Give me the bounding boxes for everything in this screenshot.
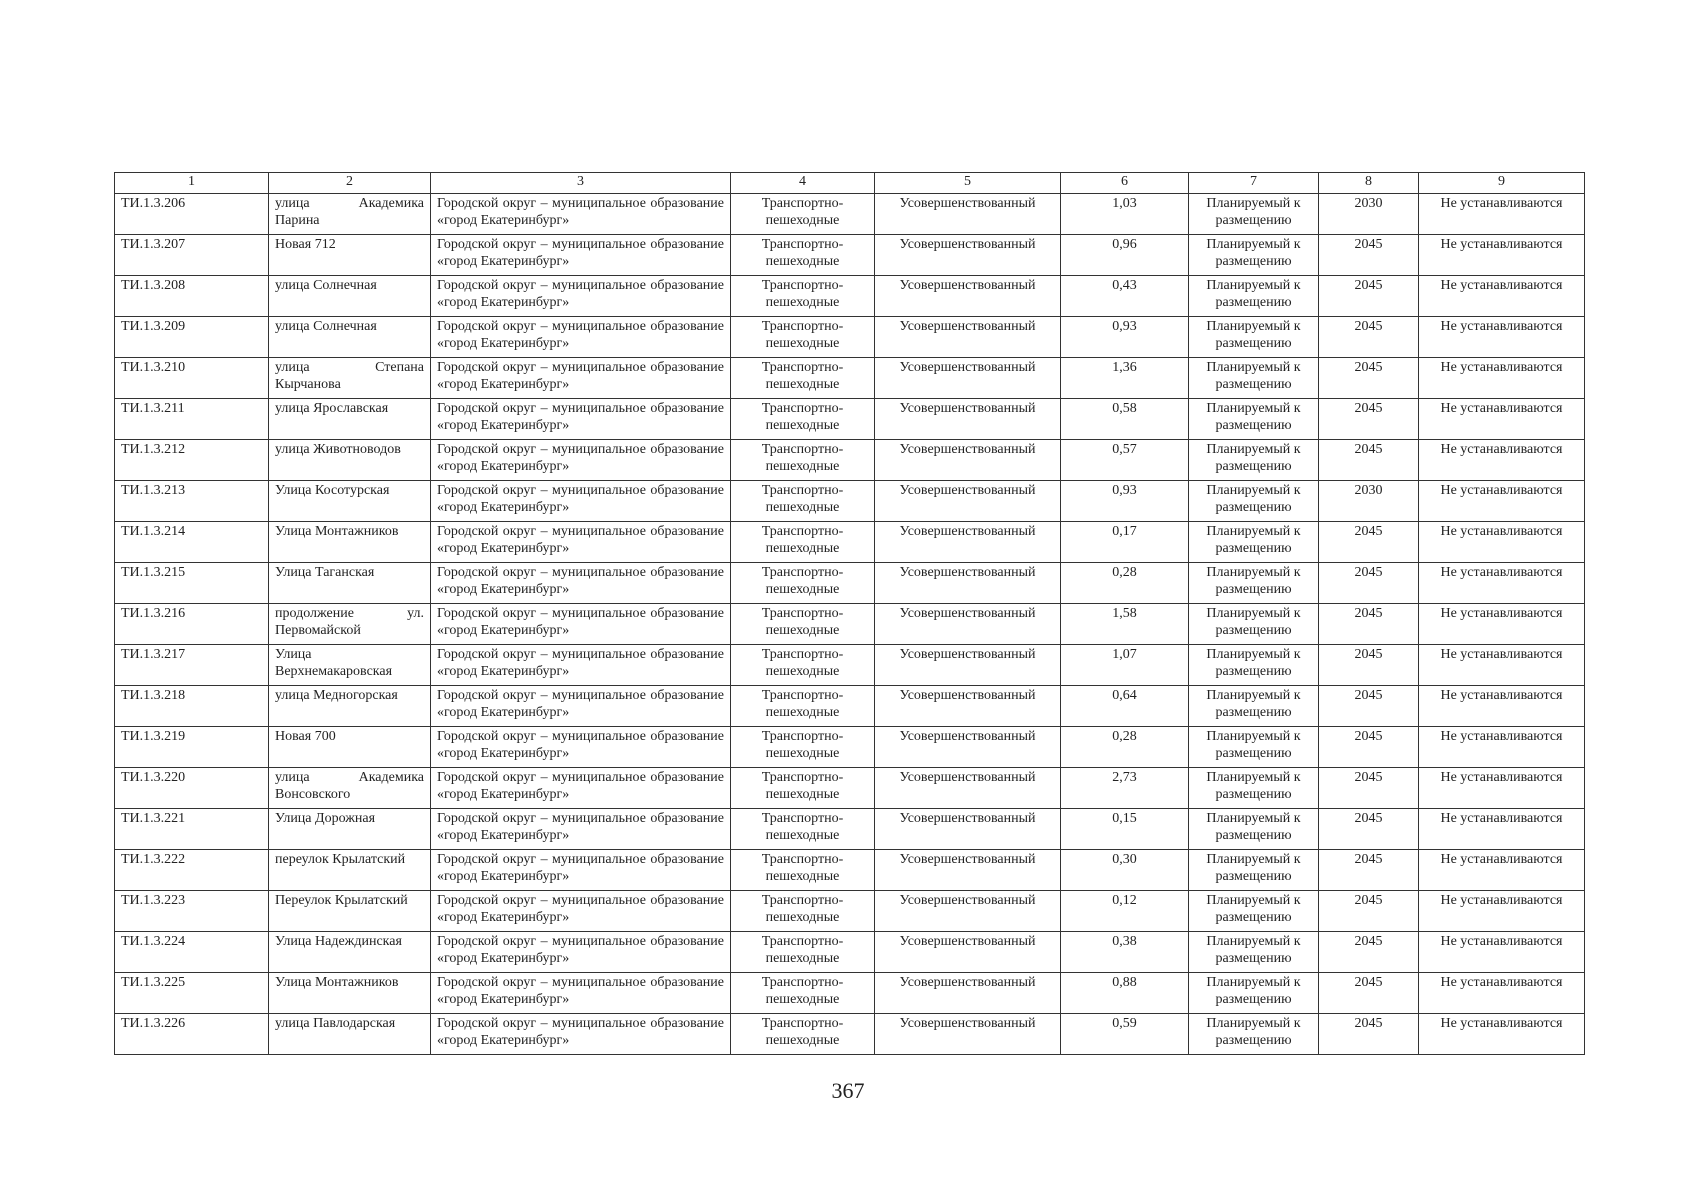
cell-zone: Не устанавливаются: [1419, 768, 1585, 809]
cell-status: Планируемый к размещению: [1189, 727, 1319, 768]
cell-surface-category: Усовершенствованный: [875, 686, 1061, 727]
table-row: [115, 891, 1585, 932]
cell-surface-category: Усовершенствованный: [875, 727, 1061, 768]
cell-street-name: Улица Верхнемакаровская: [269, 645, 431, 686]
cell-status: Планируемый к размещению: [1189, 481, 1319, 522]
table-row: [115, 932, 1585, 973]
cell-road-type: Транспортно-пешеходные: [731, 809, 875, 850]
cell-road-type: Транспортно-пешеходные: [731, 194, 875, 235]
cell-surface-category: Усовершенствованный: [875, 645, 1061, 686]
cell-length: 0,96: [1061, 235, 1189, 276]
cell-length: 1,03: [1061, 194, 1189, 235]
cell-street-name: переулок Крылатский: [269, 850, 431, 891]
table-row: [115, 522, 1585, 563]
cell-year: 2045: [1319, 522, 1419, 563]
cell-id: ТИ.1.3.206: [115, 194, 269, 235]
cell-id: ТИ.1.3.221: [115, 809, 269, 850]
transport-infrastructure-table: [114, 172, 1585, 1055]
cell-municipality: Городской округ – муниципальное образование «город Екатеринбург»: [431, 891, 731, 932]
cell-zone: Не устанавливаются: [1419, 1014, 1585, 1055]
cell-length: 0,59: [1061, 1014, 1189, 1055]
table-row: [115, 645, 1585, 686]
cell-surface-category: Усовершенствованный: [875, 358, 1061, 399]
cell-year: 2045: [1319, 563, 1419, 604]
cell-street-name: Улица Дорожная: [269, 809, 431, 850]
cell-zone: Не устанавливаются: [1419, 932, 1585, 973]
cell-road-type: Транспортно-пешеходные: [731, 276, 875, 317]
cell-road-type: Транспортно-пешеходные: [731, 440, 875, 481]
cell-municipality: Городской округ – муниципальное образование «город Екатеринбург»: [431, 194, 731, 235]
cell-street-name: Улица Монтажников: [269, 973, 431, 1014]
page-number: 367: [831, 1078, 865, 1103]
cell-street-name: улица Ярославская: [269, 399, 431, 440]
cell-id: ТИ.1.3.222: [115, 850, 269, 891]
cell-municipality: Городской округ – муниципальное образование «город Екатеринбург»: [431, 686, 731, 727]
cell-length: 1,58: [1061, 604, 1189, 645]
cell-surface-category: Усовершенствованный: [875, 850, 1061, 891]
cell-length: 0,64: [1061, 686, 1189, 727]
cell-year: 2045: [1319, 317, 1419, 358]
cell-id: ТИ.1.3.214: [115, 522, 269, 563]
cell-zone: Не устанавливаются: [1419, 399, 1585, 440]
cell-surface-category: Усовершенствованный: [875, 891, 1061, 932]
cell-status: Планируемый к размещению: [1189, 235, 1319, 276]
cell-id: ТИ.1.3.207: [115, 235, 269, 276]
cell-street-name: Новая 700: [269, 727, 431, 768]
column-header: 9: [1419, 173, 1585, 194]
cell-surface-category: Усовершенствованный: [875, 440, 1061, 481]
cell-municipality: Городской округ – муниципальное образование «город Екатеринбург»: [431, 563, 731, 604]
cell-road-type: Транспортно-пешеходные: [731, 768, 875, 809]
cell-status: Планируемый к размещению: [1189, 1014, 1319, 1055]
cell-street-name: улица Солнечная: [269, 317, 431, 358]
table-row: [115, 399, 1585, 440]
cell-municipality: Городской округ – муниципальное образование «город Екатеринбург»: [431, 235, 731, 276]
cell-status: Планируемый к размещению: [1189, 563, 1319, 604]
cell-status: Планируемый к размещению: [1189, 194, 1319, 235]
table-body: [115, 194, 1585, 1055]
cell-zone: Не устанавливаются: [1419, 358, 1585, 399]
cell-municipality: Городской округ – муниципальное образование «город Екатеринбург»: [431, 276, 731, 317]
cell-zone: Не устанавливаются: [1419, 891, 1585, 932]
cell-id: ТИ.1.3.225: [115, 973, 269, 1014]
cell-surface-category: Усовершенствованный: [875, 522, 1061, 563]
cell-street-name: Улица Монтажников: [269, 522, 431, 563]
cell-year: 2045: [1319, 973, 1419, 1014]
cell-zone: Не устанавливаются: [1419, 235, 1585, 276]
cell-length: 2,73: [1061, 768, 1189, 809]
cell-length: 0,57: [1061, 440, 1189, 481]
cell-id: ТИ.1.3.212: [115, 440, 269, 481]
cell-year: 2045: [1319, 604, 1419, 645]
table-row: [115, 235, 1585, 276]
cell-status: Планируемый к размещению: [1189, 317, 1319, 358]
cell-id: ТИ.1.3.224: [115, 932, 269, 973]
cell-zone: Не устанавливаются: [1419, 276, 1585, 317]
cell-road-type: Транспортно-пешеходные: [731, 358, 875, 399]
cell-length: 0,12: [1061, 891, 1189, 932]
cell-road-type: Транспортно-пешеходные: [731, 522, 875, 563]
cell-status: Планируемый к размещению: [1189, 768, 1319, 809]
cell-surface-category: Усовершенствованный: [875, 276, 1061, 317]
cell-surface-category: Усовершенствованный: [875, 932, 1061, 973]
cell-surface-category: Усовершенствованный: [875, 317, 1061, 358]
cell-year: 2045: [1319, 1014, 1419, 1055]
cell-surface-category: Усовершенствованный: [875, 194, 1061, 235]
cell-status: Планируемый к размещению: [1189, 440, 1319, 481]
cell-id: ТИ.1.3.209: [115, 317, 269, 358]
cell-year: 2045: [1319, 686, 1419, 727]
cell-surface-category: Усовершенствованный: [875, 768, 1061, 809]
table-row: [115, 604, 1585, 645]
cell-street-name: улица Медногорская: [269, 686, 431, 727]
cell-status: Планируемый к размещению: [1189, 645, 1319, 686]
cell-length: 1,36: [1061, 358, 1189, 399]
cell-surface-category: Усовершенствованный: [875, 973, 1061, 1014]
cell-year: 2045: [1319, 932, 1419, 973]
cell-street-name: Улица Таганская: [269, 563, 431, 604]
table-row: [115, 1014, 1585, 1055]
cell-municipality: Городской округ – муниципальное образование «город Екатеринбург»: [431, 604, 731, 645]
table-row: [115, 809, 1585, 850]
cell-status: Планируемый к размещению: [1189, 850, 1319, 891]
cell-id: ТИ.1.3.218: [115, 686, 269, 727]
column-header: 1: [115, 173, 269, 194]
cell-year: 2045: [1319, 440, 1419, 481]
column-header: 7: [1189, 173, 1319, 194]
cell-length: 0,28: [1061, 727, 1189, 768]
table-row: [115, 973, 1585, 1014]
cell-status: Планируемый к размещению: [1189, 276, 1319, 317]
column-header: 4: [731, 173, 875, 194]
cell-length: 0,43: [1061, 276, 1189, 317]
cell-year: 2045: [1319, 727, 1419, 768]
cell-street-name: улица Академика Вонсовского: [269, 768, 431, 809]
table-row: [115, 276, 1585, 317]
cell-id: ТИ.1.3.216: [115, 604, 269, 645]
cell-surface-category: Усовершенствованный: [875, 481, 1061, 522]
table-row: [115, 481, 1585, 522]
cell-municipality: Городской округ – муниципальное образование «город Екатеринбург»: [431, 358, 731, 399]
cell-zone: Не устанавливаются: [1419, 727, 1585, 768]
cell-street-name: улица Павлодарская: [269, 1014, 431, 1055]
cell-zone: Не устанавливаются: [1419, 317, 1585, 358]
cell-municipality: Городской округ – муниципальное образование «город Екатеринбург»: [431, 932, 731, 973]
cell-length: 0,15: [1061, 809, 1189, 850]
cell-id: ТИ.1.3.213: [115, 481, 269, 522]
cell-municipality: Городской округ – муниципальное образование «город Екатеринбург»: [431, 1014, 731, 1055]
cell-street-name: Переулок Крылатский: [269, 891, 431, 932]
cell-road-type: Транспортно-пешеходные: [731, 1014, 875, 1055]
cell-status: Планируемый к размещению: [1189, 522, 1319, 563]
cell-surface-category: Усовершенствованный: [875, 604, 1061, 645]
cell-road-type: Транспортно-пешеходные: [731, 317, 875, 358]
cell-road-type: Транспортно-пешеходные: [731, 727, 875, 768]
column-header: 2: [269, 173, 431, 194]
cell-status: Планируемый к размещению: [1189, 891, 1319, 932]
table-header-row: [115, 173, 1585, 194]
cell-surface-category: Усовершенствованный: [875, 399, 1061, 440]
cell-street-name: улица Академика Парина: [269, 194, 431, 235]
cell-municipality: Городской округ – муниципальное образование «город Екатеринбург»: [431, 850, 731, 891]
cell-road-type: Транспортно-пешеходные: [731, 604, 875, 645]
cell-length: 0,88: [1061, 973, 1189, 1014]
cell-municipality: Городской округ – муниципальное образование «город Екатеринбург»: [431, 768, 731, 809]
cell-year: 2045: [1319, 891, 1419, 932]
cell-status: Планируемый к размещению: [1189, 973, 1319, 1014]
cell-road-type: Транспортно-пешеходные: [731, 235, 875, 276]
cell-id: ТИ.1.3.219: [115, 727, 269, 768]
cell-street-name: улица Животноводов: [269, 440, 431, 481]
cell-zone: Не устанавливаются: [1419, 973, 1585, 1014]
cell-municipality: Городской округ – муниципальное образование «город Екатеринбург»: [431, 440, 731, 481]
table-row: [115, 850, 1585, 891]
cell-year: 2045: [1319, 850, 1419, 891]
cell-length: 0,28: [1061, 563, 1189, 604]
cell-municipality: Городской округ – муниципальное образование «город Екатеринбург»: [431, 522, 731, 563]
column-header: 3: [431, 173, 731, 194]
cell-municipality: Городской округ – муниципальное образование «город Екатеринбург»: [431, 317, 731, 358]
cell-surface-category: Усовершенствованный: [875, 1014, 1061, 1055]
column-header: 5: [875, 173, 1061, 194]
cell-zone: Не устанавливаются: [1419, 522, 1585, 563]
cell-year: 2045: [1319, 235, 1419, 276]
cell-length: 1,07: [1061, 645, 1189, 686]
cell-length: 0,93: [1061, 317, 1189, 358]
cell-id: ТИ.1.3.215: [115, 563, 269, 604]
cell-year: 2030: [1319, 481, 1419, 522]
cell-road-type: Транспортно-пешеходные: [731, 563, 875, 604]
cell-zone: Не устанавливаются: [1419, 809, 1585, 850]
cell-length: 0,38: [1061, 932, 1189, 973]
cell-road-type: Транспортно-пешеходные: [731, 481, 875, 522]
cell-zone: Не устанавливаются: [1419, 440, 1585, 481]
table-row: [115, 563, 1585, 604]
cell-year: 2045: [1319, 645, 1419, 686]
cell-zone: Не устанавливаются: [1419, 563, 1585, 604]
cell-zone: Не устанавливаются: [1419, 194, 1585, 235]
cell-road-type: Транспортно-пешеходные: [731, 645, 875, 686]
cell-road-type: Транспортно-пешеходные: [731, 686, 875, 727]
table-row: [115, 440, 1585, 481]
cell-zone: Не устанавливаются: [1419, 686, 1585, 727]
cell-municipality: Городской округ – муниципальное образование «город Екатеринбург»: [431, 481, 731, 522]
table-row: [115, 317, 1585, 358]
table-row: [115, 768, 1585, 809]
cell-street-name: Улица Косотурская: [269, 481, 431, 522]
column-header: 8: [1319, 173, 1419, 194]
cell-year: 2045: [1319, 399, 1419, 440]
cell-year: 2045: [1319, 809, 1419, 850]
cell-road-type: Транспортно-пешеходные: [731, 932, 875, 973]
cell-status: Планируемый к размещению: [1189, 604, 1319, 645]
cell-id: ТИ.1.3.226: [115, 1014, 269, 1055]
cell-year: 2045: [1319, 358, 1419, 399]
cell-year: 2030: [1319, 194, 1419, 235]
cell-id: ТИ.1.3.223: [115, 891, 269, 932]
cell-street-name: Новая 712: [269, 235, 431, 276]
cell-street-name: улица Степана Кырчанова: [269, 358, 431, 399]
cell-surface-category: Усовершенствованный: [875, 563, 1061, 604]
cell-surface-category: Усовершенствованный: [875, 235, 1061, 276]
cell-municipality: Городской округ – муниципальное образование «город Екатеринбург»: [431, 399, 731, 440]
cell-road-type: Транспортно-пешеходные: [731, 891, 875, 932]
cell-zone: Не устанавливаются: [1419, 604, 1585, 645]
cell-length: 0,30: [1061, 850, 1189, 891]
cell-status: Планируемый к размещению: [1189, 809, 1319, 850]
table-row: [115, 194, 1585, 235]
table-row: [115, 686, 1585, 727]
column-header: 6: [1061, 173, 1189, 194]
cell-road-type: Транспортно-пешеходные: [731, 850, 875, 891]
cell-zone: Не устанавливаются: [1419, 645, 1585, 686]
cell-municipality: Городской округ – муниципальное образование «город Екатеринбург»: [431, 809, 731, 850]
cell-id: ТИ.1.3.210: [115, 358, 269, 399]
cell-id: ТИ.1.3.220: [115, 768, 269, 809]
cell-surface-category: Усовершенствованный: [875, 809, 1061, 850]
cell-municipality: Городской округ – муниципальное образование «город Екатеринбург»: [431, 973, 731, 1014]
cell-municipality: Городской округ – муниципальное образование «город Екатеринбург»: [431, 727, 731, 768]
cell-street-name: продолжение ул. Первомайской: [269, 604, 431, 645]
table-row: [115, 727, 1585, 768]
cell-id: ТИ.1.3.208: [115, 276, 269, 317]
cell-length: 0,93: [1061, 481, 1189, 522]
cell-status: Планируемый к размещению: [1189, 399, 1319, 440]
cell-zone: Не устанавливаются: [1419, 481, 1585, 522]
cell-length: 0,17: [1061, 522, 1189, 563]
cell-road-type: Транспортно-пешеходные: [731, 973, 875, 1014]
cell-status: Планируемый к размещению: [1189, 358, 1319, 399]
cell-municipality: Городской округ – муниципальное образование «город Екатеринбург»: [431, 645, 731, 686]
cell-length: 0,58: [1061, 399, 1189, 440]
table-row: [115, 358, 1585, 399]
cell-id: ТИ.1.3.211: [115, 399, 269, 440]
cell-road-type: Транспортно-пешеходные: [731, 399, 875, 440]
cell-street-name: Улица Надеждинская: [269, 932, 431, 973]
cell-year: 2045: [1319, 768, 1419, 809]
cell-id: ТИ.1.3.217: [115, 645, 269, 686]
cell-street-name: улица Солнечная: [269, 276, 431, 317]
cell-status: Планируемый к размещению: [1189, 932, 1319, 973]
cell-year: 2045: [1319, 276, 1419, 317]
cell-status: Планируемый к размещению: [1189, 686, 1319, 727]
cell-zone: Не устанавливаются: [1419, 850, 1585, 891]
